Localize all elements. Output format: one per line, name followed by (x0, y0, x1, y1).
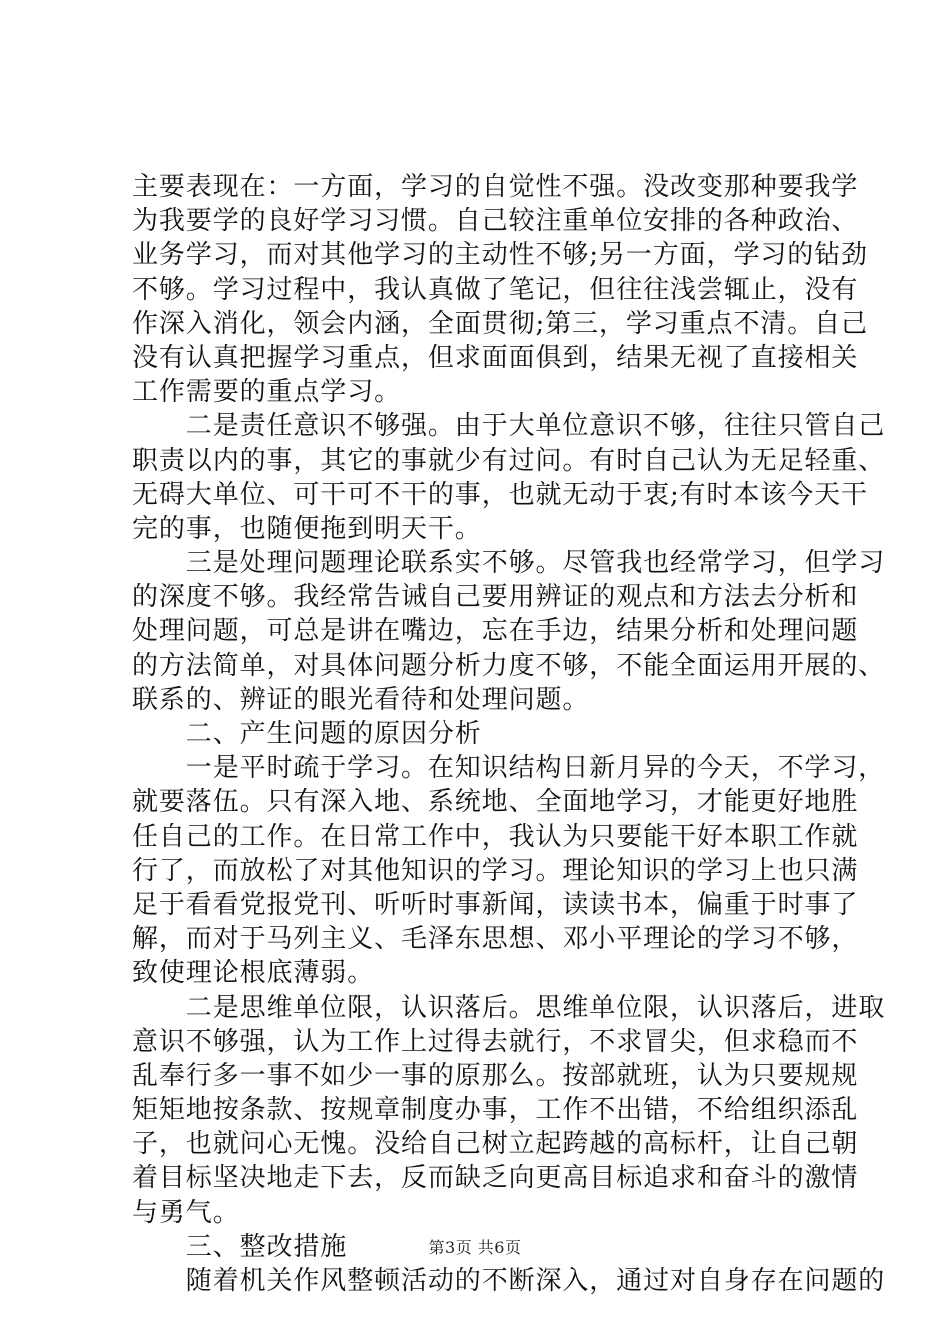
text-line: 乱奉行多一事不如少一事的原那么。按部就班，认为只要规规 (132, 1060, 859, 1091)
text-line: 无碍大单位、可干可不干的事，也就无动于衷;有时本该今天干 (132, 479, 868, 510)
text-line: 主要表现在：一方面，学习的自觉性不强。没改变那种要我学 (132, 172, 859, 202)
text-line: 行了，而放松了对其他知识的学习。理论知识的学习上也只满 (132, 855, 859, 886)
text-line: 随着机关作风整顿活动的不断深入，通过对自身存在问题的 (132, 1266, 886, 1296)
text-line: 不够。学习过程中，我认真做了笔记，但往往浅尝辄止，没有 (132, 274, 859, 305)
text-line: 联系的、辨证的眼光看待和处理问题。 (132, 684, 590, 715)
text-line: 的深度不够。我经常告诫自己要用辨证的观点和方法去分析和 (132, 582, 859, 613)
text-line: 致使理论根底薄弱。 (132, 958, 375, 989)
text-line: 一是平时疏于学习。在知识结构日新月异的今天，不学习， (132, 753, 886, 784)
text-line: 处理问题，可总是讲在嘴边，忘在手边，结果分析和处理问题 (132, 616, 859, 647)
text-line: 任自己的工作。在日常工作中，我认为只要能干好本职工作就 (132, 821, 859, 852)
text-line: 子，也就问心无愧。没给自己树立起跨越的高标杆，让自己朝 (132, 1129, 859, 1160)
text-line: 的方法简单，对具体问题分析力度不够，不能全面运用开展的、 (132, 650, 886, 681)
page-number-footer: 第3页 共6页 (428, 1238, 522, 1257)
text-line: 业务学习，而对其他学习的主动性不够;另一方面，学习的钻劲 (132, 240, 868, 271)
text-line: 就要落伍。只有深入地、系统地、全面地学习，才能更好地胜 (132, 787, 859, 818)
text-line: 解，而对于马列主义、毛泽东思想、邓小平理论的学习不够， (132, 924, 859, 955)
text-line: 为我要学的良好学习习惯。自己较注重单位安排的各种政治、 (132, 206, 859, 237)
document-body (132, 170, 886, 1298)
text-line: 意识不够强，认为工作上过得去就行，不求冒尖，但求稳而不 (132, 1026, 859, 1057)
text-line: 矩矩地按条款、按规章制度办事，工作不出错，不给组织添乱 (132, 1095, 859, 1126)
text-line: 三是处理问题理论联系实不够。尽管我也经常学习，但学习 (132, 548, 886, 579)
section-heading: 二、产生问题的原因分析 (132, 719, 482, 749)
text-line: 二是思维单位限，认识落后。思维单位限，认识落后，进取 (132, 992, 886, 1023)
text-line: 职责以内的事，其它的事就少有过问。有时自己认为无足轻重、 (132, 445, 886, 476)
text-line: 工作需要的重点学习。 (132, 377, 402, 408)
text-line: 没有认真把握学习重点，但求面面俱到，结果无视了直接相关 (132, 342, 859, 373)
text-line: 二是责任意识不够强。由于大单位意识不够，往往只管自己 (132, 411, 886, 442)
text-line: 足于看看党报党刊、听听时事新闻，读读书本，偏重于时事了 (132, 889, 859, 920)
section-heading: 三、整改措施 (132, 1231, 348, 1262)
text-line: 完的事，也随便拖到明天干。 (132, 513, 482, 544)
text-line: 着目标坚决地走下去，反而缺乏向更高目标追求和奋斗的激情 (132, 1163, 859, 1194)
text-line: 作深入消化，领会内涵，全面贯彻;第三，学习重点不清。自己 (132, 308, 868, 339)
text-line: 与勇气。 (132, 1197, 240, 1228)
